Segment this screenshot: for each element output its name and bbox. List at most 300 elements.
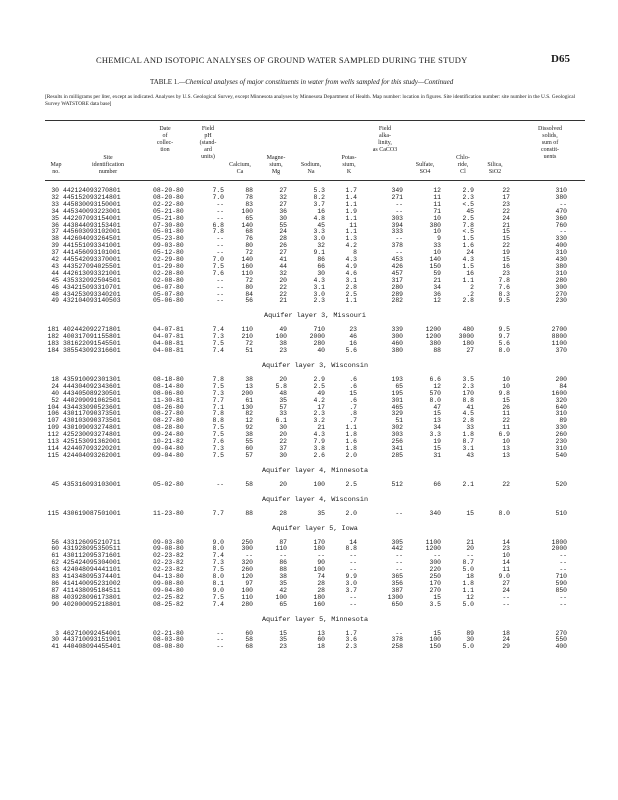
- table-cell: 18: [317, 643, 325, 651]
- table-cell: 11: [502, 424, 510, 432]
- table-cell: 8.0: [498, 509, 510, 517]
- table-cell: 445152093214801: [63, 193, 121, 201]
- table-cell: 11: [433, 200, 441, 208]
- table-cell: 270: [429, 586, 441, 594]
- column-header: Field alka- linity, as CaCO3: [372, 126, 398, 153]
- table-cell: --: [559, 566, 567, 574]
- table-cell: 3: [55, 629, 59, 637]
- table-cell: 15: [433, 629, 441, 637]
- table-cell: 260: [555, 431, 567, 439]
- table-cell: 04-08-81: [153, 347, 184, 354]
- table-cell: 170: [313, 538, 325, 546]
- table-cell: 2.3: [462, 382, 474, 390]
- table-cell: 110: [241, 593, 253, 601]
- table-cell: 1.1: [345, 297, 357, 305]
- table-cell: 443710093151901: [63, 636, 121, 644]
- table-cell: 23: [502, 269, 510, 277]
- table-cell: 49: [317, 389, 325, 397]
- table-cell: 15: [502, 396, 510, 404]
- table-cell: 1200: [425, 545, 441, 553]
- table-cell: 5.0: [462, 643, 474, 651]
- table-cell: 58: [245, 636, 253, 644]
- table-cell: 23: [349, 326, 357, 334]
- table-cell: 520: [555, 480, 567, 488]
- page-number: D65: [551, 53, 570, 65]
- table-cell: 7.8: [212, 228, 224, 236]
- table-cell: 24: [279, 228, 287, 236]
- table-cell: 08-08-80: [153, 643, 184, 651]
- table-cell: 380: [391, 347, 403, 354]
- table-cell: 11-30-81: [153, 396, 184, 404]
- table-cell: 35: [279, 636, 287, 644]
- table-cell: 22: [502, 187, 510, 194]
- table-cell: 80: [245, 242, 253, 250]
- table-cell: 16: [349, 340, 357, 348]
- table-cell: 4.3: [313, 431, 325, 439]
- table-cell: 8.0: [212, 573, 224, 580]
- table-cell: 7.8: [212, 410, 224, 418]
- table-cell: 380: [429, 340, 441, 348]
- table-cell: --: [245, 552, 253, 560]
- table-cell: 11-23-80: [153, 509, 184, 517]
- table-cell: 7.5: [212, 593, 224, 601]
- table-cell: 400317091155801: [63, 333, 121, 341]
- table-cell: 58: [245, 480, 253, 488]
- table-cell: 34: [433, 424, 441, 432]
- table-cell: 2.8: [462, 297, 474, 305]
- aquifer-heading: Aquifer layer 5, Iowa: [272, 524, 358, 533]
- table-cell: 2.9: [462, 187, 474, 194]
- table-cell: 4.5: [462, 410, 474, 418]
- table-cell: 3.2: [313, 417, 325, 425]
- table-cell: 380: [555, 193, 567, 201]
- table-cell: 27: [502, 579, 510, 587]
- table-cell: 1.5: [462, 235, 474, 243]
- table-cell: 109: [47, 424, 59, 432]
- table-cell: 9.1: [313, 249, 325, 257]
- table-cell: 112: [47, 431, 59, 439]
- table-cell: 1.7: [345, 629, 357, 637]
- table-cell: 57: [279, 403, 287, 411]
- table-cell: 1600: [551, 389, 567, 397]
- table-cell: --: [395, 552, 403, 560]
- table-cell: 100: [313, 566, 325, 574]
- table-cell: 445340093223001: [63, 207, 121, 215]
- table-cell: 462710092454001: [63, 629, 121, 637]
- table-cell: --: [216, 290, 224, 298]
- table-cell: 150: [429, 262, 441, 270]
- table-cell: 7.0: [212, 256, 224, 263]
- caption-text: —Chemical analyses of major constituents in water from wells sampled for this study—Continued: [179, 78, 454, 86]
- table-cell: 15: [433, 410, 441, 418]
- table-cell: 590: [555, 579, 567, 587]
- table-cell: 08-27-80: [153, 410, 184, 418]
- table-caption: [150, 78, 453, 86]
- table-cell: 260: [241, 566, 253, 574]
- table-cell: 230: [555, 297, 567, 305]
- table-row: [45, 601, 585, 610]
- table-cell: 431928095350511: [63, 545, 121, 553]
- table-cell: 550: [555, 636, 567, 644]
- table-cell: 84: [245, 290, 253, 298]
- table-cell: --: [279, 552, 287, 560]
- table-cell: 3.8: [313, 444, 325, 452]
- table-cell: 120: [241, 573, 253, 580]
- table-cell: 09-04-80: [153, 586, 184, 594]
- table-cell: 10: [502, 438, 510, 445]
- table-cell: 394: [391, 221, 403, 229]
- table-cell: 180: [462, 340, 474, 348]
- table-cell: 1100: [551, 340, 567, 348]
- top-rule: [45, 120, 585, 121]
- table-cell: 52: [51, 396, 59, 404]
- table-cell: 7.5: [212, 424, 224, 432]
- column-header: Dissolved solids, sum of constit- uents: [538, 126, 562, 160]
- table-cell: 60: [245, 629, 253, 637]
- table-cell: 210: [241, 333, 253, 341]
- table-cell: 140: [429, 256, 441, 263]
- table-cell: 45: [466, 207, 474, 215]
- table-cell: 16: [466, 269, 474, 277]
- table-cell: 88: [279, 566, 287, 574]
- table-cell: 08-26-80: [153, 403, 184, 411]
- table-cell: 2700: [551, 326, 567, 334]
- table-cell: 7.4: [212, 347, 224, 354]
- table-cell: 402000095218801: [63, 600, 121, 608]
- table-cell: 440209091062501: [63, 396, 121, 404]
- table-cell: 425153091362001: [63, 438, 121, 445]
- table-cell: 180: [313, 593, 325, 601]
- table-cell: 32: [317, 242, 325, 250]
- table-cell: --: [216, 643, 224, 651]
- aquifer-heading: Aquifer layer 3, Wisconsin: [261, 361, 369, 370]
- table-cell: 65: [245, 214, 253, 222]
- table-cell: 16: [502, 262, 510, 270]
- table-cell: 44: [279, 262, 287, 270]
- table-cell: --: [395, 566, 403, 574]
- table-cell: 48: [51, 290, 59, 298]
- table-row: [45, 481, 585, 490]
- table-cell: 02-23-82: [153, 552, 184, 560]
- table-cell: 250: [429, 573, 441, 580]
- column-header: Sodium, Na: [300, 162, 322, 175]
- table-cell: 35: [317, 509, 325, 517]
- table-cell: 300: [429, 559, 441, 567]
- table-cell: 17: [502, 193, 510, 201]
- table-cell: 41: [51, 643, 59, 651]
- table-cell: 24: [502, 214, 510, 222]
- table-cell: 72: [245, 340, 253, 348]
- table-cell: 8.2: [313, 193, 325, 201]
- table-cell: 7.5: [212, 382, 224, 390]
- table-cell: 07-30-80: [153, 221, 184, 229]
- table-cell: --: [559, 559, 567, 567]
- table-cell: 710: [313, 326, 325, 334]
- table-row: [45, 510, 585, 519]
- table-cell: 9.0: [212, 586, 224, 594]
- table-cell: 2.1: [462, 480, 474, 488]
- table-cell: 110: [275, 545, 287, 553]
- table-cell: 24: [502, 586, 510, 594]
- table-cell: 6.1: [275, 417, 287, 425]
- table-cell: 43: [51, 262, 59, 270]
- table-cell: --: [395, 207, 403, 215]
- running-head: CHEMICAL AND ISOTOPIC ANALYSES OF GROUND WATER SAMPLED DURING THE STUDY: [96, 55, 468, 65]
- table-cell: 19: [502, 249, 510, 257]
- table-cell: 12: [433, 382, 441, 390]
- table-cell: 200: [555, 375, 567, 383]
- table-cell: 400: [555, 242, 567, 250]
- caption-lead: TABLE 1.: [150, 78, 179, 86]
- table-cell: 35: [279, 396, 287, 404]
- table-cell: 13: [245, 382, 253, 390]
- table-cell: 339: [391, 326, 403, 334]
- table-cell: 1.1: [345, 228, 357, 236]
- table-cell: 403928096173801: [63, 593, 121, 601]
- table-cell: --: [349, 600, 357, 608]
- table-cell: 402442092271801: [63, 326, 121, 334]
- table-cell: 22: [502, 242, 510, 250]
- table-cell: 02-28-80: [153, 269, 184, 277]
- table-cell: 5.3: [313, 187, 325, 194]
- table-cell: 2.5: [313, 382, 325, 390]
- table-cell: 5.6: [498, 340, 510, 348]
- table-cell: 76: [245, 235, 253, 243]
- table-cell: 349: [391, 187, 403, 194]
- table-cell: 425230093274801: [63, 431, 121, 439]
- table-cell: --: [216, 283, 224, 291]
- table-cell: 02-29-80: [153, 256, 184, 263]
- column-header: Chlo- ride, Cl: [456, 155, 470, 175]
- table-row: [45, 347, 585, 356]
- aquifer-heading: Aquifer layer 4, Minnesota: [261, 466, 369, 475]
- table-cell: 426: [391, 262, 403, 270]
- table-cell: 01-29-80: [153, 262, 184, 270]
- table-cell: 02-25-82: [153, 593, 184, 601]
- table-cell: 10: [502, 552, 510, 560]
- table-cell: 28: [317, 579, 325, 587]
- table-cell: 434433090523601: [63, 403, 121, 411]
- table-cell: 380: [555, 262, 567, 270]
- table-row: [45, 297, 585, 306]
- table-cell: --: [559, 200, 567, 208]
- table-cell: 270: [555, 629, 567, 637]
- table-cell: 35: [51, 214, 59, 222]
- table-cell: 435316093103001: [63, 480, 121, 488]
- table-cell: 9.8: [498, 389, 510, 397]
- table-cell: 7.8: [498, 276, 510, 284]
- table-cell: .7: [349, 417, 357, 425]
- table-cell: 08-14-80: [153, 382, 184, 390]
- column-header: Silica, SiO2: [487, 162, 503, 175]
- table-cell: 09-03-80: [153, 242, 184, 250]
- table-cell: 425424095304001: [63, 559, 121, 567]
- table-cell: 08-25-82: [153, 600, 184, 608]
- table-cell: 11: [349, 221, 357, 229]
- table-cell: 300: [391, 333, 403, 341]
- table-cell: 8.0: [212, 545, 224, 553]
- table-cell: 56: [245, 297, 253, 305]
- table-cell: 1.1: [345, 200, 357, 208]
- table-cell: 09-04-80: [153, 444, 184, 452]
- table-cell: 88: [245, 187, 253, 194]
- table-cell: 2.9: [313, 375, 325, 383]
- table-cell: 1.8: [462, 579, 474, 587]
- table-cell: 05-21-80: [153, 214, 184, 222]
- table-cell: 8800: [551, 333, 567, 341]
- table-cell: 89: [559, 417, 567, 425]
- table-cell: 441551093341001: [63, 242, 121, 250]
- table-cell: 411438095184511: [63, 586, 121, 594]
- table-cell: 5.6: [345, 347, 357, 354]
- table-cell: 24: [51, 382, 59, 390]
- table-cell: 1.1: [462, 276, 474, 284]
- table-cell: 08-03-80: [153, 636, 184, 644]
- table-cell: --: [502, 600, 510, 608]
- table-cell: 88: [245, 509, 253, 517]
- table-cell: 65: [395, 382, 403, 390]
- column-header: Potas- sium, K: [341, 155, 357, 175]
- table-cell: 32: [279, 193, 287, 201]
- table-cell: 36: [279, 207, 287, 215]
- table-cell: 444304092343601: [63, 382, 121, 390]
- table-cell: 26: [279, 242, 287, 250]
- table-cell: --: [216, 276, 224, 284]
- table-cell: 15: [279, 629, 287, 637]
- table-cell: 15: [502, 256, 510, 263]
- table-cell: --: [466, 552, 474, 560]
- table-cell: 443405089230501: [63, 389, 121, 397]
- table-cell: 2.6: [313, 451, 325, 459]
- table-cell: 71: [433, 207, 441, 215]
- table-cell: --: [559, 228, 567, 236]
- table-cell: 33: [51, 200, 59, 208]
- table-cell: 442613093321001: [63, 269, 121, 277]
- table-cell: 360: [555, 214, 567, 222]
- table-cell: 9.9: [345, 573, 357, 580]
- table-cell: 441456093101001: [63, 249, 121, 257]
- table-cell: 365: [391, 573, 403, 580]
- table-cell: 8.7: [462, 559, 474, 567]
- table-cell: 20: [279, 375, 287, 383]
- table-cell: 23: [279, 643, 287, 651]
- table-cell: 1300: [387, 593, 403, 601]
- table-cell: 05-12-80: [153, 249, 184, 257]
- table-cell: 110: [241, 269, 253, 277]
- table-cell: 04-07-81: [153, 333, 184, 341]
- table-cell: 3.1: [345, 276, 357, 284]
- table-cell: 280: [555, 276, 567, 284]
- table-cell: 08-18-80: [153, 375, 184, 383]
- table-cell: 432104093140503: [63, 297, 121, 305]
- table-cell: 258: [391, 643, 403, 651]
- table-cell: 9.0: [498, 573, 510, 580]
- table-cell: 195: [391, 389, 403, 397]
- table-cell: 60: [51, 545, 59, 553]
- table-cell: 7.4: [212, 552, 224, 560]
- table-cell: 170: [462, 389, 474, 397]
- table-cell: 2: [470, 283, 474, 291]
- table-cell: 230: [555, 438, 567, 445]
- table-cell: 2.0: [345, 451, 357, 459]
- table-cell: --: [216, 200, 224, 208]
- table-cell: 270: [555, 290, 567, 298]
- table-cell: 55: [245, 438, 253, 445]
- table-cell: 3.5: [462, 375, 474, 383]
- table-cell: 41: [466, 403, 474, 411]
- table-cell: 10: [502, 375, 510, 383]
- column-header: Date of collec- tion: [156, 126, 174, 153]
- table-cell: --: [395, 249, 403, 257]
- table-cell: 84: [559, 382, 567, 390]
- table-cell: 435910092301301: [63, 375, 121, 383]
- table-cell: 424404093262001: [63, 451, 121, 459]
- table-cell: 23: [502, 200, 510, 208]
- column-header: Field pH (stand- ard units): [199, 126, 217, 160]
- table-cell: 6.8: [212, 221, 224, 229]
- table-cell: 7.7: [212, 396, 224, 404]
- table-cell: 414348095374401: [63, 573, 121, 580]
- table-cell: 04-08-81: [153, 340, 184, 348]
- table-cell: 140: [241, 221, 253, 229]
- table-cell: 7.5: [212, 431, 224, 439]
- table-cell: 27: [279, 187, 287, 194]
- table-cell: 2.3: [313, 297, 325, 305]
- table-cell: 710: [555, 573, 567, 580]
- table-cell: 317: [391, 276, 403, 284]
- table-cell: 170: [429, 579, 441, 587]
- table-cell: 303: [391, 214, 403, 222]
- table-cell: 97: [245, 579, 253, 587]
- table-cell: 19: [433, 438, 441, 445]
- table-cell: --: [216, 249, 224, 257]
- table-cell: 8.8: [212, 417, 224, 425]
- table-cell: --: [216, 480, 224, 488]
- table-cell: 57: [245, 451, 253, 459]
- table-cell: 18: [502, 629, 510, 637]
- table-cell: 2.8: [345, 283, 357, 291]
- table-cell: 22: [502, 480, 510, 488]
- table-cell: 280: [391, 283, 403, 291]
- table-cell: 11: [433, 193, 441, 201]
- table-cell: 08-06-80: [153, 389, 184, 397]
- table-cell: 09-03-80: [153, 538, 184, 546]
- table-cell: 181: [47, 326, 59, 334]
- table-cell: 282: [391, 297, 403, 305]
- table-cell: 310: [555, 410, 567, 418]
- table-cell: 650: [391, 600, 403, 608]
- table-cell: 90: [317, 559, 325, 567]
- table-cell: 9.7: [498, 333, 510, 341]
- table-cell: --: [349, 566, 357, 574]
- table-cell: --: [216, 242, 224, 250]
- table-cell: 3.7: [345, 586, 357, 594]
- table-cell: 100: [241, 586, 253, 594]
- table-cell: 8.1: [212, 579, 224, 587]
- table-cell: .2: [466, 290, 474, 298]
- table-cell: 30: [51, 636, 59, 644]
- table-cell: 100: [313, 480, 325, 488]
- table-cell: 15: [466, 509, 474, 517]
- table-cell: 1100: [425, 538, 441, 546]
- aquifer-heading: Aquifer layer 3, Missouri: [264, 312, 366, 321]
- table-cell: 56: [51, 538, 59, 546]
- table-cell: 15: [502, 235, 510, 243]
- table-cell: 193: [391, 375, 403, 383]
- table-cell: 289: [391, 290, 403, 298]
- table-cell: 30: [317, 269, 325, 277]
- table-cell: 45: [317, 221, 325, 229]
